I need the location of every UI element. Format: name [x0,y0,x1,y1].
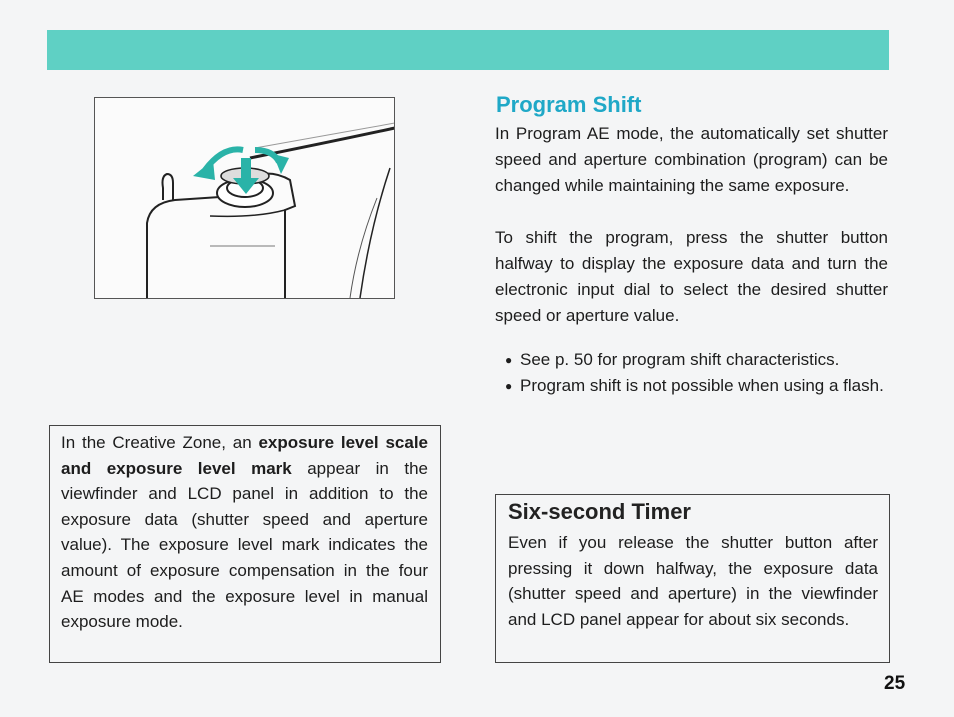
program-shift-paragraph-1: In Program AE mode, the automatically set shutter speed and aperture combination (program) can be changed while maintaining the same exposure. [495,124,888,195]
header-color-band [47,30,889,70]
list-item: ● Program shift is not possible when using a flash. [505,373,888,399]
list-item: ● See p. 50 for program shift characteristics. [505,347,888,373]
program-shift-title: Program Shift [496,92,642,117]
camera-illustration [94,97,395,299]
six-second-timer-text: Even if you release the shutter button after pressing it down halfway, the exposure data (shutter speed and aperture) in the viewfinder and LCD panel appear for about six seconds. [508,533,878,629]
page-number: 25 [884,673,906,694]
exposure-level-terms: exposure level scale and exposure level mark [61,433,428,478]
program-shift-paragraph-2: To shift the program, press the shutter button halfway to display the exposure data and turn the electronic input dial to select the desired shutter speed or aperture value. [495,228,888,325]
program-shift-notes [505,347,888,399]
six-second-timer-title: Six-second Timer [508,499,691,524]
bullet-icon: ● [505,353,513,367]
camera-dial-icon [95,98,394,298]
creative-zone-note-text: In the Creative Zone, an exposure level scale and exposure level mark appear in the viewfinder and LCD panel in addition to the exposure data (shutter speed and aperture value). The exposure level mark indicates the amount of exposure compensation in the four AE modes and the exposure level in manual exposure mode. [61,433,428,632]
bullet-icon: ● [505,379,513,393]
